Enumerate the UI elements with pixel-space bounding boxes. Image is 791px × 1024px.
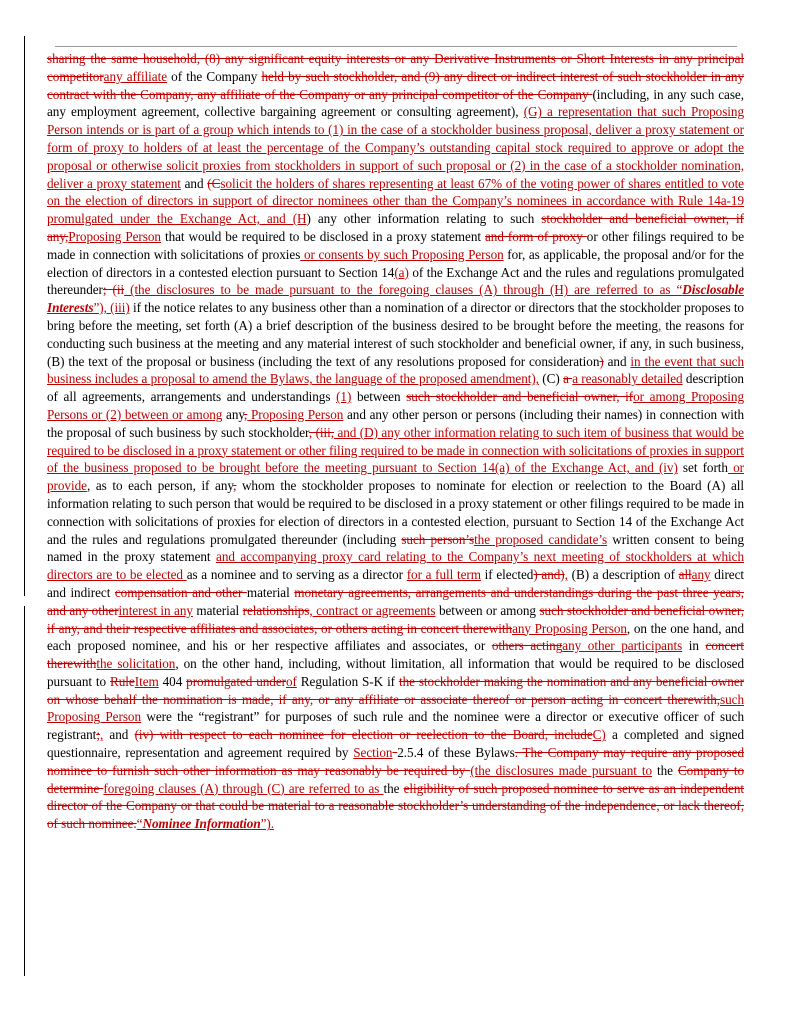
deleted-text: (C [207, 175, 221, 191]
body-text: each person, if any [128, 478, 234, 494]
inserted-text: and accompanying proxy card relating to the Company’s next meeting of stockholders at which directors are to be elected [47, 549, 744, 583]
deleted-text: ; (ii [102, 282, 125, 298]
body-text: , on the other hand, including, without limitation [175, 656, 442, 672]
body-text: 2.5.4 of these Bylaws [397, 745, 515, 761]
body-text: (C) [538, 371, 564, 387]
body-text: for, as applicable, the proposal and/or for the election of directors in a contested election pursuant to Section [47, 246, 744, 280]
deleted-text: sharing the same household, (8) any significant equity interests or any Derivative Instruments or Short Interests in any principal competitor [47, 51, 744, 84]
body-text: set forth [677, 460, 728, 476]
inserted-text: , [564, 567, 568, 583]
inserted-text: Disclosable Interests [47, 282, 744, 316]
body-text: and [180, 175, 208, 191]
body-text: such person that would be required to be disclosed in a proxy statement or other filings required to be made in connection with solicitations of proxies for election of directors in a contested election [47, 495, 744, 529]
body-text: , as to [86, 478, 129, 494]
body-text: elected [496, 567, 534, 583]
inserted-text: solicit the holders of shares representing at least 67% of the voting power of shares entitled to vote on the election of directors in support of director nominees other than the Company’s nominees in accordance with Rule 14a-19 promulgated under the Exchange Act, and (H [47, 175, 744, 227]
redline-paragraph [47, 50, 744, 833]
inserted-text: , [441, 656, 445, 672]
body-text: nominee [210, 567, 260, 583]
deleted-text: Company to determine [47, 762, 744, 796]
body-text: (including, in any such case, any employment agreement, collective bargaining agreement or consulting agreement), [47, 86, 744, 120]
deleted-text: such stockholder and beneficial owner, if any, and their respective affiliates and associates, or others acting in concert therewith [47, 602, 744, 636]
inserted-text: (a) [394, 264, 409, 280]
body-text: the text of [68, 353, 127, 369]
body-text: , on the one hand, and each proposed nominee, and his or her respective affiliates and associates, or [47, 620, 744, 654]
body-text: a completed and signed questionnaire, representation and agreement required by [47, 727, 745, 761]
header-rule [55, 46, 737, 47]
inserted-text: of [285, 673, 297, 689]
body-text: of the Exchange Act and the rules and regulations promulgated thereunder [47, 264, 744, 298]
inserted-text: (G) a representation that such Proposing Person intends or is part of a group which intends to (1) in the case of a stockholder business proposal, deliver a proxy statement or form of proxy to holders of at least the percentage of the Company’s outstanding capital stock required to approve or adopt the proposal or otherwise solicit proxies from stockholders in support of such proposal or (2) in the case of a stockholder nomination, deliver a proxy statement [47, 104, 745, 191]
deleted-text: the stockholder making the nomination and any beneficial owner on whose behalf the nomination is made, if any, or any affiliate or associate thereof or person acting in concert therewith, [47, 673, 744, 707]
deleted-text: all [678, 567, 692, 583]
body-text: Regulation S-K if [296, 673, 399, 689]
inserted-text: , contract or agreements [309, 602, 436, 618]
deleted-text: a [563, 371, 573, 387]
body-text: all information that would be required to be disclosed pursuant to [47, 656, 745, 689]
body-text: and any other person or persons (including their names) in connection with the proposal of such business by such stockholder [47, 406, 744, 440]
change-bar [24, 606, 25, 976]
deleted-text: . The Company may require any proposed nominee to furnish such other information as may reasonably be required by [47, 745, 744, 778]
inserted-text: “ [136, 816, 143, 832]
body-text: of the Company [167, 68, 262, 84]
deleted-text: ) [599, 353, 604, 369]
body-text: between [351, 389, 407, 405]
body-text: and [603, 353, 631, 369]
body-text: direct and indirect [47, 567, 745, 600]
body-text: between or among [435, 602, 540, 618]
body-text: written consent to being named in the proxy statement [47, 531, 744, 565]
deleted-text: , [244, 406, 248, 422]
inserted-text: Nominee Information [142, 816, 261, 832]
inserted-text: (1) [336, 389, 352, 405]
body-text: (B) a description of [567, 567, 679, 583]
body-text: 404 [158, 673, 187, 689]
inserted-text: , [657, 317, 662, 333]
deleted-text: stockholder and beneficial owner, if any, [47, 211, 744, 244]
deleted-text: , (iii, [308, 424, 334, 440]
inserted-text: any affiliate [103, 68, 168, 84]
body-text: or other filings required to be made in connection with solicitations of proxies [47, 228, 744, 262]
inserted-text: , [99, 727, 104, 743]
body-text: 14 of the Exchange Act and the rules and regulations promulgated thereunder (including [47, 513, 744, 547]
inserted-text: such Proposing Person [47, 691, 744, 725]
inserted-text: any Proposing Person [512, 620, 627, 636]
inserted-text: Proposing Person [68, 228, 161, 244]
deleted-text: others acting [491, 638, 563, 654]
deleted-text: Rule [110, 673, 135, 689]
body-text: ) any other information relating to such [306, 211, 542, 227]
deleted-text: such stockholder and beneficial owner, if [406, 389, 634, 405]
body-text: if [480, 567, 497, 583]
body-text: material [192, 602, 243, 618]
inserted-text: and (D) any other information relating to such item of business that would be required to be disclosed in a proxy statement or other filing required to be made in connection with solicitations of proxies in support of the business proposed to be brought before the meeting pursuant to Section 14(a) of the Exchange Act, and (iv) [47, 424, 744, 476]
body-text: any [222, 406, 245, 422]
body-text: the proposal or business (including the text of any resolutions proposed for consideration [126, 353, 600, 369]
body-text: were the “registrant” for purposes of such rule and the nominee were a director or executive officer of such registrant [47, 709, 744, 743]
body-text: the reasons for conducting such business at the meeting and any material interest of such stockholder and beneficial owner, if any, in such business, (B) [47, 317, 744, 369]
deleted-text: concert therewith [47, 638, 744, 672]
inserted-text: (the disclosures made pursuant to [470, 762, 653, 778]
inserted-text: any [691, 567, 711, 583]
body-text: pursuant to Section [509, 513, 619, 529]
body-text: and [103, 727, 135, 743]
body-text: as a [186, 567, 211, 583]
inserted-text: or consents by such Proposing Person [300, 246, 504, 262]
inserted-text: the proposed candidate’s [474, 531, 608, 547]
body-text: material [246, 584, 295, 600]
inserted-text: any other participants [562, 638, 683, 654]
inserted-text: Proposing Person [247, 406, 344, 422]
inserted-text: in the event that such business includes a proposal to amend the Bylaws, the language of the proposed amendment), [47, 353, 745, 387]
inserted-text: a reasonably detailed [572, 371, 683, 387]
body-text: to serving as a director [282, 567, 407, 583]
inserted-text: the solicitation [96, 656, 176, 672]
inserted-text: ”), (iii) [93, 300, 130, 316]
body-text: the [383, 780, 404, 796]
body-text: description of all agreements, arrangements and understandings [47, 371, 744, 405]
inserted-text: interest in any [118, 602, 193, 618]
deleted-text: promulgated under [186, 673, 286, 689]
body-text: whom the stockholder proposes to nominate for election or reelection to the Board (A) all information relating to [47, 478, 744, 511]
deleted-text: and form of proxy [485, 228, 587, 244]
body-text: that would be required to be disclosed in a proxy statement [160, 228, 485, 244]
deleted-text: such person’s [401, 531, 475, 547]
inserted-text: C) [592, 727, 606, 743]
body-text: the [652, 762, 678, 778]
change-bar [24, 36, 25, 596]
deleted-text: , [233, 478, 237, 494]
deleted-text: eligibility of such proposed nominee to serve as an independent director of the Company or that could be material to a reasonable stockholder’s understanding of the independence, or lack thereof, of such nominee. [47, 780, 744, 832]
deleted-text: ; [96, 727, 100, 743]
inserted-text: (the disclosures to be made pursuant to the foregoing clauses (A) through (H) are referred to as “ [124, 282, 683, 298]
deleted-text: monetary agreements, arrangements and understandings during the past three years, and any other [47, 584, 744, 618]
deleted-text: ) and) [533, 567, 565, 583]
inserted-text: or among Proposing Persons or (2) between or among [47, 389, 744, 422]
body-text: and [259, 567, 283, 583]
deleted-text: relationships [242, 602, 310, 618]
body-text: 14 [381, 264, 395, 280]
inserted-text: ”). [260, 816, 275, 832]
inserted-text: Item [134, 673, 159, 689]
inserted-text: or provide [47, 460, 744, 494]
body-text: in [682, 638, 706, 654]
inserted-text: , [505, 513, 510, 529]
deleted-text: (iv) with respect to each nominee for election or reelection to the Board, include [134, 727, 593, 743]
inserted-text: foregoing clauses (A) through (C) are referred to as [103, 780, 384, 796]
inserted-text: for a full term [406, 567, 481, 583]
body-text: if the notice relates to any business other than a nomination of a director or directors that the stockholder proposes to bring before the meeting, set forth (A) a brief description of the business desired to be brought before the meeting [47, 300, 744, 333]
deleted-text: held by such stockholder, and (9) any direct or indirect interest of such stockholder in any contract with the Company, any affiliate of the Company or any principal competitor of the Company [47, 68, 744, 102]
inserted-text: Section [353, 745, 393, 761]
deleted-text: compensation and other [114, 584, 247, 600]
